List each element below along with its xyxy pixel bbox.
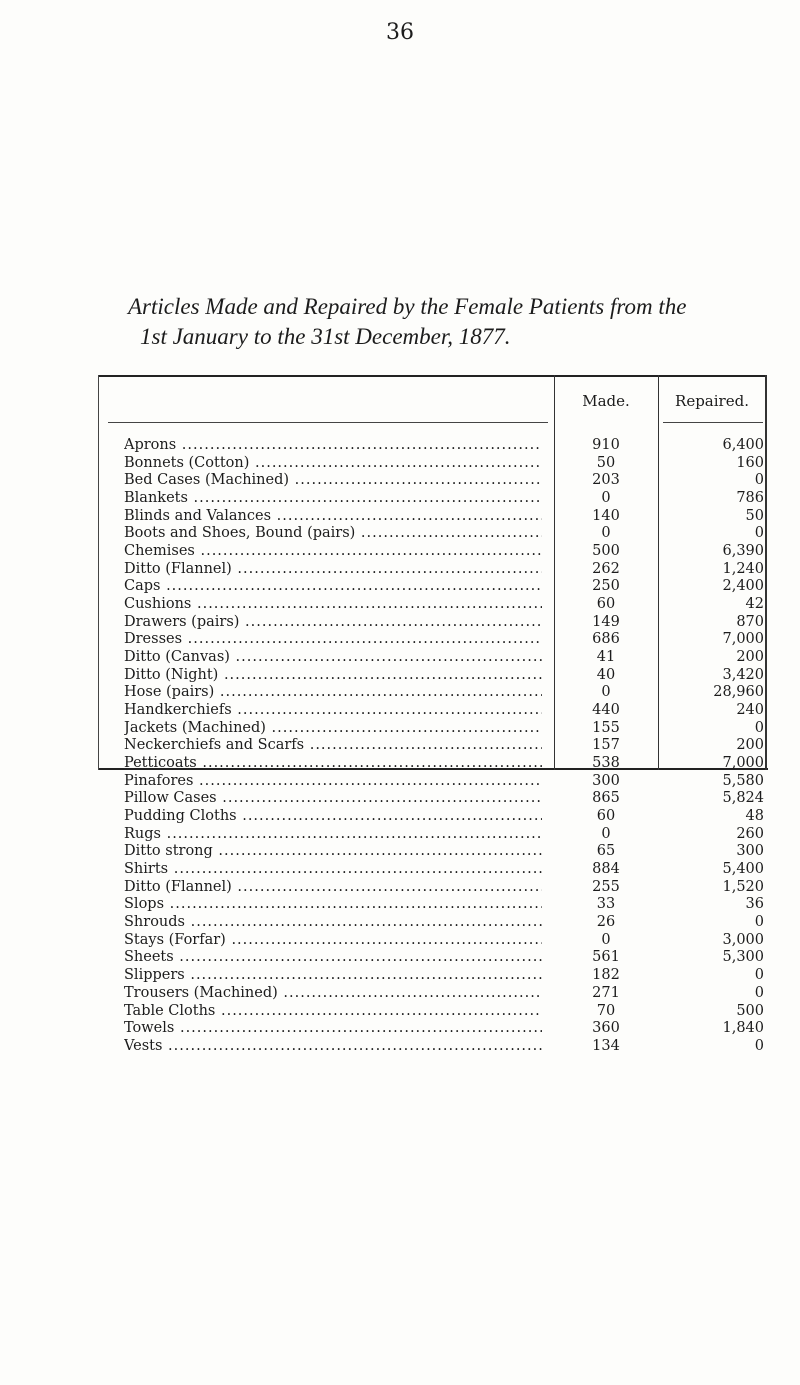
table-row (124, 843, 764, 861)
page-title (128, 292, 778, 352)
repaired-value: 200 (736, 649, 764, 666)
table-row (124, 578, 764, 596)
table-row (124, 561, 764, 579)
made-value: 561 (592, 949, 620, 966)
row-label: Pinafores ..... (124, 773, 542, 791)
repaired-value: 0 (754, 719, 764, 736)
made-value: 0 (601, 684, 611, 701)
repaired-value: 0 (754, 525, 764, 542)
repaired-value: 7,000 (722, 755, 764, 772)
made-value: 440 (592, 702, 620, 719)
made-value: 70 (596, 1002, 616, 1019)
made-value: 0 (601, 525, 611, 542)
row-label: Vests ..... (124, 1038, 542, 1056)
made-value: 140 (592, 507, 620, 524)
row-label: Blinds and Valances ..... (124, 508, 542, 526)
repaired-value: 5,400 (722, 861, 764, 878)
row-label: Bonnets (Cotton) ..... (124, 455, 542, 473)
made-value: 33 (596, 896, 616, 913)
table-row (124, 914, 764, 932)
row-label: Sheets ..... (124, 949, 542, 967)
repaired-value: 200 (736, 737, 764, 754)
made-value: 149 (592, 613, 620, 630)
table-row (124, 1038, 764, 1056)
table-row (124, 525, 764, 543)
table-right-rule (765, 375, 767, 770)
table-row (124, 879, 764, 897)
row-label: Dresses ..... (124, 631, 542, 649)
made-value: 60 (596, 596, 616, 613)
row-label: Shirts ..... (124, 861, 542, 879)
made-value: 50 (596, 454, 616, 471)
page-number: 36 (386, 20, 414, 45)
table-row (124, 684, 764, 702)
column-header-repaired: Repaired. (675, 392, 749, 410)
made-value: 255 (592, 878, 620, 895)
repaired-value: 1,240 (722, 560, 764, 577)
table-row (124, 773, 764, 791)
row-label: Pudding Cloths ..... (124, 808, 542, 826)
table-row (124, 614, 764, 632)
repaired-value: 6,390 (722, 543, 764, 560)
table-row (124, 737, 764, 755)
repaired-value: 260 (736, 825, 764, 842)
repaired-value: 3,420 (722, 666, 764, 683)
made-value: 65 (596, 843, 616, 860)
made-value: 300 (592, 772, 620, 789)
table-row (124, 861, 764, 879)
row-label: Hose (pairs) ..... (124, 684, 542, 702)
table-row (124, 1003, 764, 1021)
row-label: Trousers (Machined) ..... (124, 985, 542, 1003)
table-row (124, 967, 764, 985)
row-label: Caps ..... (124, 578, 542, 596)
made-value: 155 (592, 719, 620, 736)
made-value: 40 (596, 666, 616, 683)
row-label: Slops ..... (124, 896, 542, 914)
made-value: 41 (596, 649, 616, 666)
row-label: Shrouds ..... (124, 914, 542, 932)
repaired-value: 48 (745, 808, 764, 825)
title-line-1: Articles Made and Repaired by the Female Patients from the (128, 294, 687, 319)
repaired-value: 2,400 (722, 578, 764, 595)
made-value: 865 (592, 790, 620, 807)
table-row (124, 985, 764, 1003)
repaired-value: 42 (745, 596, 764, 613)
table-row (124, 649, 764, 667)
table-left-rule (98, 375, 99, 770)
repaired-value: 500 (736, 1002, 764, 1019)
table-row (124, 455, 764, 473)
repaired-value: 3,000 (722, 931, 764, 948)
row-label: Rugs ..... (124, 826, 542, 844)
repaired-value: 786 (736, 490, 764, 507)
header-rule-right (663, 422, 763, 423)
header-rule (108, 422, 548, 423)
made-value: 910 (592, 437, 620, 453)
table-row (124, 790, 764, 808)
table-row (124, 490, 764, 508)
repaired-value: 1,840 (722, 1020, 764, 1037)
row-label: Stays (Forfar) ..... (124, 932, 542, 950)
table-row (124, 896, 764, 914)
table-row (124, 543, 764, 561)
row-label: Ditto (Flannel) ..... (124, 561, 542, 579)
row-label: Ditto (Canvas) ..... (124, 649, 542, 667)
repaired-value: 1,520 (722, 878, 764, 895)
row-label: Cushions ..... (124, 596, 542, 614)
table-row (124, 472, 764, 490)
repaired-value: 36 (745, 896, 764, 913)
repaired-value: 6,400 (722, 437, 764, 453)
repaired-value: 0 (754, 1037, 764, 1054)
repaired-value: 7,000 (722, 631, 764, 648)
repaired-value: 160 (736, 454, 764, 471)
table-row (124, 949, 764, 967)
table-row (124, 667, 764, 685)
table-row (124, 755, 764, 773)
repaired-value: 5,824 (722, 790, 764, 807)
row-label: Ditto (Night) ..... (124, 667, 542, 685)
row-label: Pillow Cases ..... (124, 790, 542, 808)
row-label: Towels ..... (124, 1020, 542, 1038)
table-row (124, 720, 764, 738)
made-value: 0 (601, 825, 611, 842)
repaired-value: 0 (754, 472, 764, 489)
made-value: 134 (592, 1037, 620, 1054)
row-label: Chemises ..... (124, 543, 542, 561)
made-value: 157 (592, 737, 620, 754)
row-label: Slippers ..... (124, 967, 542, 985)
table-row (124, 437, 764, 455)
table-row (124, 808, 764, 826)
articles-table (98, 375, 768, 1054)
made-value: 538 (592, 755, 620, 772)
column-header-made: Made. (582, 392, 630, 410)
row-label: Neckerchiefs and Scarfs ..... (124, 737, 542, 755)
row-label: Boots and Shoes, Bound (pairs) ..... (124, 525, 542, 543)
repaired-value: 0 (754, 967, 764, 984)
row-label: Drawers (pairs) ..... (124, 614, 542, 632)
made-value: 500 (592, 543, 620, 560)
row-label: Table Cloths ..... (124, 1003, 542, 1021)
made-value: 884 (592, 861, 620, 878)
table-row (124, 702, 764, 720)
row-label: Jackets (Machined) ..... (124, 720, 542, 738)
row-label: Bed Cases (Machined) ..... (124, 472, 542, 490)
table-row (124, 508, 764, 526)
made-value: 686 (592, 631, 620, 648)
table-row (124, 631, 764, 649)
made-value: 0 (601, 490, 611, 507)
repaired-value: 300 (736, 843, 764, 860)
table-row (124, 1020, 764, 1038)
made-value: 262 (592, 560, 620, 577)
row-label: Ditto strong ..... (124, 843, 542, 861)
made-value: 271 (592, 984, 620, 1001)
made-value: 203 (592, 472, 620, 489)
table-row (124, 826, 764, 844)
made-value: 26 (596, 914, 616, 931)
made-value: 250 (592, 578, 620, 595)
repaired-value: 240 (736, 702, 764, 719)
table-row (124, 932, 764, 950)
row-label: Aprons ..... (124, 437, 542, 455)
row-label: Blankets ..... (124, 490, 542, 508)
repaired-value: 28,960 (713, 684, 764, 701)
table-body (124, 437, 764, 1056)
made-value: 0 (601, 931, 611, 948)
table-row (124, 596, 764, 614)
repaired-value: 870 (736, 613, 764, 630)
repaired-value: 50 (745, 507, 764, 524)
row-label: Handkerchiefs ..... (124, 702, 542, 720)
made-value: 360 (592, 1020, 620, 1037)
row-label: Petticoats ..... (124, 755, 542, 773)
row-label: Ditto (Flannel) ..... (124, 879, 542, 897)
made-value: 182 (592, 967, 620, 984)
repaired-value: 5,300 (722, 949, 764, 966)
made-value: 60 (596, 808, 616, 825)
repaired-value: 5,580 (722, 772, 764, 789)
repaired-value: 0 (754, 984, 764, 1001)
table-top-rule (98, 375, 766, 377)
repaired-value: 0 (754, 914, 764, 931)
title-line-2: 1st January to the 31st December, 1877. (140, 324, 511, 349)
